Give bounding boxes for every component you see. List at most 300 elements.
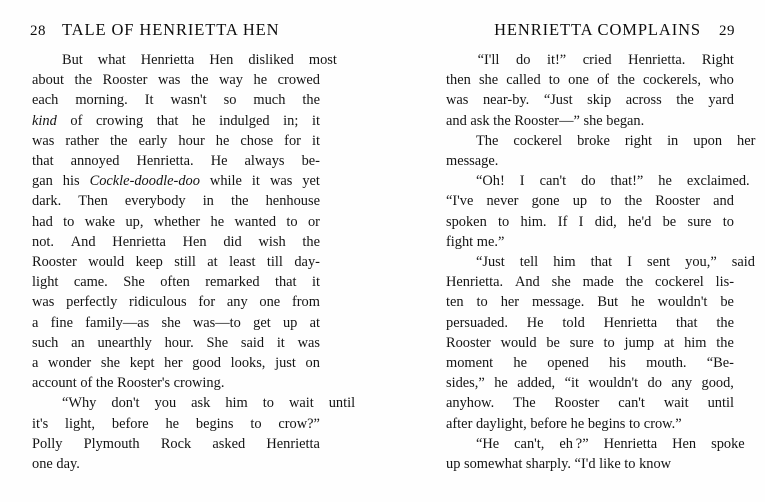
- folio-number-left: 28: [30, 23, 46, 39]
- word: such: [32, 334, 59, 351]
- text-line: [32, 131, 320, 151]
- word: remarked: [205, 274, 260, 291]
- word: fine: [50, 314, 74, 331]
- word: until: [328, 395, 356, 412]
- word: exclaimed.: [686, 173, 750, 190]
- word: the: [716, 334, 734, 351]
- word: she: [161, 314, 181, 331]
- word: she: [478, 72, 499, 89]
- text-line: [446, 434, 745, 454]
- paragraph: [446, 50, 734, 131]
- word: that: [32, 153, 54, 170]
- word: morning.: [75, 92, 128, 109]
- word: in;: [283, 112, 299, 129]
- word: Polly: [32, 435, 63, 452]
- word: do: [647, 375, 662, 392]
- word: the: [109, 132, 128, 149]
- word: Rooster: [446, 334, 491, 351]
- word: light: [32, 274, 59, 291]
- word: can't,: [514, 435, 545, 452]
- word: wait: [288, 395, 314, 412]
- text-line: [32, 111, 320, 131]
- text-line: [32, 70, 320, 90]
- word: to: [476, 294, 488, 311]
- text-line: [446, 292, 734, 312]
- word: She: [206, 334, 229, 351]
- word: cockerel: [513, 132, 563, 149]
- word: so: [223, 92, 237, 109]
- text-line: [32, 414, 320, 434]
- word: gone: [531, 193, 560, 210]
- word: each: [32, 92, 59, 109]
- text-line: [32, 353, 320, 373]
- word: on: [305, 355, 320, 372]
- word: upon: [693, 132, 723, 149]
- word: it's: [32, 415, 49, 432]
- word: in: [202, 193, 214, 210]
- text-line: [446, 272, 734, 292]
- word: the: [302, 233, 320, 250]
- word: least: [229, 254, 256, 271]
- text-line: [446, 171, 750, 191]
- word: right: [624, 132, 653, 149]
- word: perfectly: [66, 294, 118, 311]
- word: disliked: [248, 52, 294, 68]
- word: mouth.: [646, 355, 687, 372]
- word: he: [631, 294, 645, 311]
- word: It: [144, 92, 154, 109]
- word: him: [684, 334, 707, 351]
- text-line: [32, 292, 320, 312]
- text-line: and ask the Rooster—” she began.: [446, 112, 645, 129]
- word: who: [709, 72, 734, 89]
- text-line: [446, 313, 734, 333]
- word: good,: [701, 375, 734, 392]
- word: she: [100, 355, 121, 372]
- word: He: [526, 314, 544, 331]
- text-line: [32, 252, 320, 272]
- running-title-right: HENRIETTA COMPLAINS: [494, 20, 701, 39]
- word: sent: [646, 254, 671, 271]
- word: at: [663, 334, 675, 351]
- paragraph: [446, 434, 745, 474]
- word: he: [658, 173, 672, 190]
- text-line: [32, 393, 356, 413]
- text-line: [32, 171, 320, 191]
- word: you,”: [685, 254, 717, 271]
- word: lis-: [715, 274, 734, 291]
- word: while: [209, 173, 242, 190]
- word: added,: [517, 375, 556, 392]
- word: annoyed: [70, 153, 120, 170]
- text-line: one day.: [32, 456, 80, 473]
- word: the: [676, 92, 694, 109]
- word: moment: [446, 355, 494, 372]
- word: And: [514, 274, 540, 291]
- word: sure: [569, 334, 594, 351]
- word: to: [286, 213, 298, 230]
- text-line: [446, 70, 734, 90]
- word: of: [70, 112, 83, 129]
- word: till: [266, 254, 283, 271]
- word: do: [516, 52, 531, 68]
- word: sides,”: [446, 375, 485, 392]
- word: yard: [708, 92, 734, 109]
- word: she: [551, 274, 571, 291]
- word: an: [71, 334, 85, 351]
- word: jump: [624, 334, 655, 351]
- word: The: [513, 395, 536, 412]
- word: in: [667, 132, 679, 149]
- word: his: [609, 355, 626, 372]
- word: ridiculous: [129, 294, 187, 311]
- word: any: [671, 375, 693, 392]
- word: him: [225, 395, 248, 412]
- word: indulged: [219, 112, 270, 129]
- word: yet: [302, 173, 320, 190]
- word: that: [675, 314, 698, 331]
- word: Right: [701, 52, 734, 68]
- text-line: [32, 333, 320, 353]
- word: not.: [32, 233, 54, 250]
- word: wasn't: [170, 92, 207, 109]
- word: said: [731, 254, 755, 271]
- word: was: [32, 132, 55, 149]
- word: he: [191, 112, 206, 129]
- word: ask: [191, 395, 211, 412]
- text-line: [446, 131, 756, 151]
- word: one: [568, 72, 589, 89]
- word: that: [590, 254, 613, 271]
- word: called: [506, 72, 541, 89]
- word: up: [572, 193, 588, 210]
- text-line: [446, 90, 734, 110]
- word: it: [311, 274, 320, 291]
- word: a: [32, 314, 39, 331]
- word: I: [578, 213, 584, 230]
- word: Henrietta: [266, 435, 320, 452]
- word: often: [160, 274, 190, 291]
- word: I: [519, 173, 525, 190]
- word: Hen: [182, 233, 207, 250]
- word: most: [308, 52, 337, 68]
- word: that: [156, 112, 179, 129]
- word: crowing: [96, 112, 144, 129]
- text-line: [446, 373, 734, 393]
- word: Plymouth: [83, 435, 140, 452]
- word: him: [553, 254, 576, 271]
- word: cried: [582, 52, 612, 68]
- word: cockerel: [655, 274, 704, 291]
- word: “I've: [446, 193, 474, 210]
- word: at: [309, 314, 320, 331]
- paragraph: [446, 252, 755, 434]
- word: at: [207, 254, 218, 271]
- word: to: [63, 213, 75, 230]
- word: dark.: [32, 193, 62, 210]
- text-column-right: [446, 50, 756, 474]
- paragraph: [32, 50, 337, 393]
- word: “Just: [543, 92, 573, 109]
- word: “Just: [476, 254, 505, 271]
- word: day-: [294, 254, 320, 271]
- word: to: [722, 213, 734, 230]
- word: wish: [258, 233, 286, 250]
- word: good: [192, 355, 221, 372]
- word: sure: [687, 213, 712, 230]
- word: told: [562, 314, 585, 331]
- word: chose: [240, 132, 274, 149]
- word: keep: [135, 254, 163, 271]
- word: Henrietta: [603, 435, 658, 452]
- word: to: [548, 72, 560, 89]
- word: was: [157, 72, 181, 89]
- word: was: [446, 92, 469, 109]
- word: before: [111, 415, 149, 432]
- word: spoken: [446, 213, 487, 230]
- word: Henrietta.: [628, 52, 686, 68]
- word: it: [311, 132, 320, 149]
- paragraph: [446, 171, 750, 252]
- word: wait: [663, 395, 689, 412]
- word: was: [297, 334, 320, 351]
- word: do: [581, 173, 596, 190]
- word: it!”: [547, 52, 567, 68]
- word: “Why: [62, 395, 97, 412]
- word: don't: [111, 395, 140, 412]
- text-line: [446, 393, 734, 413]
- word: up: [282, 314, 298, 331]
- word: made: [582, 274, 614, 291]
- word: Cockle-doodle-doo: [89, 173, 200, 190]
- running-title-left: TALE OF HENRIETTA HEN: [62, 20, 280, 39]
- word: he: [513, 355, 528, 372]
- word: be-: [301, 153, 320, 170]
- word: skip: [587, 92, 612, 109]
- word: to: [603, 334, 615, 351]
- word: persuaded.: [446, 314, 508, 331]
- word: much: [253, 92, 286, 109]
- word: unearthly: [97, 334, 152, 351]
- text-line: fight me.”: [446, 233, 505, 250]
- word: said: [240, 334, 265, 351]
- word: begins: [195, 415, 234, 432]
- word: If: [557, 213, 568, 230]
- word: did: [223, 233, 242, 250]
- text-line: [32, 50, 337, 70]
- word: message.: [532, 294, 585, 311]
- word: be: [546, 334, 560, 351]
- word: did,: [594, 213, 617, 230]
- word: to: [250, 415, 262, 432]
- word: anyhow.: [446, 395, 495, 412]
- word: wouldn't: [657, 294, 708, 311]
- word: he: [210, 213, 225, 230]
- word: wonder: [48, 355, 92, 372]
- word: early: [138, 132, 168, 149]
- word: to: [262, 395, 274, 412]
- word: up,: [125, 213, 144, 230]
- text-line: after daylight, before he begins to crow.”: [446, 415, 682, 432]
- word: kind: [32, 112, 57, 129]
- running-head-left: [30, 20, 279, 40]
- word: get: [253, 314, 271, 331]
- word: family—as: [85, 314, 150, 331]
- word: Rooster: [32, 254, 77, 271]
- text-line: [32, 90, 320, 110]
- word: I: [627, 254, 632, 271]
- word: to: [600, 193, 612, 210]
- word: And: [70, 233, 96, 250]
- word: Henrietta: [140, 52, 195, 68]
- word: from: [291, 294, 320, 311]
- word: the: [230, 193, 249, 210]
- word: always: [244, 153, 285, 170]
- word: ten: [446, 294, 464, 311]
- word: came.: [73, 274, 108, 291]
- word: one: [259, 294, 281, 311]
- word: “Oh!: [476, 173, 505, 190]
- word: “I'll: [477, 52, 500, 68]
- word: Henrietta: [603, 314, 658, 331]
- word: wouldn't: [588, 375, 639, 392]
- word: Henrietta.: [446, 274, 504, 291]
- word: Hen: [209, 52, 234, 68]
- word: But: [597, 294, 619, 311]
- word: the: [625, 274, 644, 291]
- word: cockerels,: [643, 72, 701, 89]
- word: the: [617, 72, 635, 89]
- word: henhouse: [265, 193, 320, 210]
- word: about: [32, 72, 64, 89]
- word: whether: [153, 213, 201, 230]
- word: everybody: [124, 193, 186, 210]
- word: Henrietta: [112, 233, 166, 250]
- word: he'd: [627, 213, 652, 230]
- word: way: [219, 72, 243, 89]
- word: Hen: [672, 435, 697, 452]
- word: the: [716, 314, 734, 331]
- text-line: account of the Rooster's crowing.: [32, 375, 225, 392]
- paragraph: [32, 393, 356, 474]
- word: a: [32, 355, 39, 372]
- text-line: [446, 353, 734, 373]
- word: had: [32, 213, 53, 230]
- text-line: [32, 272, 320, 292]
- word: it: [276, 334, 285, 351]
- word: kept: [129, 355, 155, 372]
- text-line: [446, 252, 755, 272]
- word: his: [62, 173, 80, 190]
- text-line: up somewhat sharply. “I'd like to know: [446, 456, 672, 473]
- word: or: [307, 213, 320, 230]
- word: “it: [564, 375, 579, 392]
- word: the: [624, 193, 643, 210]
- text-line: [32, 313, 320, 333]
- word: was: [32, 294, 55, 311]
- word: Then: [78, 193, 108, 210]
- word: Rooster: [102, 72, 148, 89]
- word: opened: [547, 355, 589, 372]
- word: her: [500, 294, 520, 311]
- running-head-right: [494, 20, 735, 40]
- word: it: [311, 112, 320, 129]
- word: crowed: [277, 72, 320, 89]
- word: looks,: [230, 355, 266, 372]
- word: her: [737, 132, 756, 149]
- word: But: [62, 52, 83, 68]
- word: gan: [32, 173, 53, 190]
- word: rather: [65, 132, 99, 149]
- word: “Be-: [706, 355, 734, 372]
- text-line: [32, 191, 320, 211]
- word: The: [476, 132, 499, 149]
- word: the: [302, 92, 320, 109]
- word: “He: [476, 435, 500, 452]
- word: would: [88, 254, 125, 271]
- word: be: [662, 213, 677, 230]
- word: wake: [84, 213, 116, 230]
- word: She: [123, 274, 145, 291]
- word: he: [165, 415, 180, 432]
- word: for: [284, 132, 301, 149]
- word: him.: [520, 213, 547, 230]
- text-column-left: [32, 50, 356, 474]
- word: tell: [519, 254, 539, 271]
- paragraph: [446, 131, 756, 171]
- text-line: [32, 212, 320, 232]
- word: for: [198, 294, 216, 311]
- text-line: [446, 50, 734, 70]
- word: spoke: [711, 435, 745, 452]
- word: Rock: [160, 435, 192, 452]
- word: her: [164, 355, 183, 372]
- word: you: [154, 395, 177, 412]
- word: that: [274, 274, 297, 291]
- word: can't: [618, 395, 645, 412]
- word: asked: [212, 435, 246, 452]
- word: then: [446, 72, 471, 89]
- text-line: [446, 191, 734, 211]
- word: be: [720, 294, 734, 311]
- word: hour.: [164, 334, 194, 351]
- word: across: [625, 92, 662, 109]
- word: Rooster: [554, 395, 600, 412]
- word: he: [215, 132, 230, 149]
- word: the: [74, 72, 93, 89]
- text-line: message.: [446, 153, 499, 170]
- text-line: [446, 333, 734, 353]
- word: until: [707, 395, 734, 412]
- word: and: [713, 193, 734, 210]
- word: eh ?”: [559, 435, 589, 452]
- word: light,: [65, 415, 96, 432]
- word: can't: [539, 173, 567, 190]
- word: he: [253, 72, 268, 89]
- text-line: [446, 212, 734, 232]
- word: it: [251, 173, 260, 190]
- word: of: [597, 72, 610, 89]
- word: Rooster: [655, 193, 701, 210]
- word: would: [500, 334, 537, 351]
- word: to: [498, 213, 510, 230]
- word: was—to: [192, 314, 241, 331]
- text-line: [32, 434, 320, 454]
- word: any: [226, 294, 248, 311]
- word: the: [190, 72, 209, 89]
- text-line: [32, 151, 320, 171]
- word: what: [97, 52, 126, 68]
